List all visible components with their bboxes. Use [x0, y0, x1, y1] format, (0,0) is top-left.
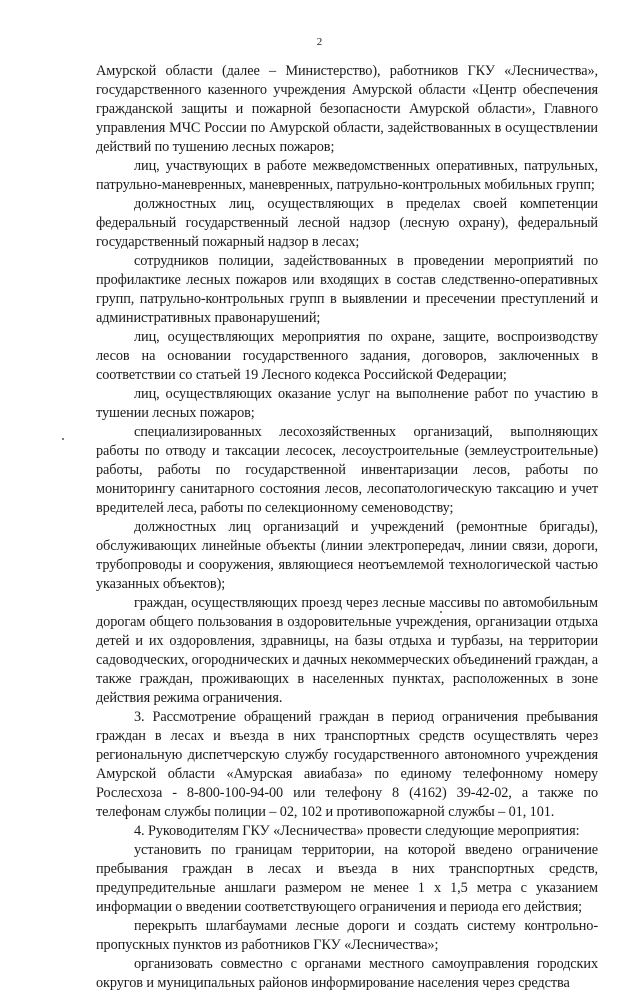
paragraph-firefighting-services: лиц, осуществляющих оказание услуг на выполнение работ по участию в тушении лесных пожаров; — [96, 386, 598, 421]
paragraph-operational-groups: лиц, участвующих в работе межведомственных оперативных, патрульных, патрульно-маневренных, маневренных, патрульно-контрольных мобильных групп; — [96, 158, 598, 193]
paragraph-citizens-passage: граждан, осуществляющих проезд через лесные массивы по автомобильным дорогам общего пользования в оздоровительные учреждения, организации отдыха детей и их оздоровления, здравницы, на базы отдыха и турбазы, на территории садоводческих, огороднических и дачных некоммерческих объединений граждан, а также граждан, проживающих в населенных пунктах, расположенных в зоне действия режима ограничения. — [96, 595, 598, 706]
document-body — [96, 62, 598, 993]
paragraph-barriers-checkpoints: перекрыть шлагбаумами лесные дороги и создать систему контрольно-пропускных пунктов из работников ГКУ «Лесничества»; — [96, 918, 598, 953]
scan-speck — [440, 611, 442, 613]
page-number: 2 — [316, 36, 323, 48]
paragraph-inform-population: организовать совместно с органами местного самоуправления городских округов и муниципальных районов информирование населения через средства — [96, 956, 598, 991]
paragraph-linear-objects: должностных лиц организаций и учреждений (ремонтные бригады), обслуживающих линейные объекты (линии электропередач, линии связи, дороги, трубопроводы и сооружения, являющиеся неотъемлемой технологической частью указанных объектов); — [96, 519, 598, 592]
paragraph-item-3-appeals: 3. Рассмотрение обращений граждан в период ограничения пребывания граждан в лесах и въезда в них транспортных средств осуществлять через региональную диспетчерскую службу государственного автономного учреждения Амурской области «Амурская авиабаза» по единому телефонному номеру Рослесхоза - 8-800-100-94-00 или телефону 8 (4162) 39-42-02, а также по телефонам службы полиции – 02, 102 и противопожарной службы – 01, 101. — [96, 709, 598, 820]
scan-speck — [62, 438, 64, 440]
paragraph-continuation-ministry: Амурской области (далее – Министерство), работников ГКУ «Лесничества», государственного казенного учреждения Амурской области «Центр обеспечения гражданской защиты и пожарной безопасности Амурской области», Главного управления МЧС России по Амурской области, задействованных в осуществлении действий по тушению лесных пожаров; — [96, 63, 598, 155]
paragraph-forest-protection: лиц, осуществляющих мероприятия по охране, защите, воспроизводству лесов на основании государственного задания, договоров, заключенных в соответствии со статьей 19 Лесного кодекса Российской Федерации; — [96, 329, 598, 383]
paragraph-warning-signs: установить по границам территории, на которой введено ограничение пребывания граждан в лесах и въезда в них транспортных средств, предупредительные аншлаги размером не менее 1 х 1,5 метра с указанием информации о введении соответствующего ограничения и периода его действия; — [96, 842, 598, 915]
paragraph-forestry-organizations: специализированных лесохозяйственных организаций, выполняющих работы по отводу и таксации лесосек, лесоустроительные (землеустроительные) работы, работы по государственной инвентаризации лесов, работы по мониторингу санитарного состояния лесов, лесопатологическую таксацию и учет вредителей леса, работы по селекционному семеноводству; — [96, 424, 598, 516]
paragraph-police-officers: сотрудников полиции, задействованных в проведении мероприятий по профилактике лесных пожаров или входящих в состав следственно-оперативных групп, патрульно-контрольных групп в выявлении и пресечении преступлений и административных правонарушений; — [96, 253, 598, 326]
paragraph-item-4-heading: 4. Руководителям ГКУ «Лесничества» провести следующие мероприятия: — [134, 823, 580, 839]
paragraph-officials-supervision: должностных лиц, осуществляющих в пределах своей компетенции федеральный государственный лесной надзор (лесную охрану), федеральный государственный пожарный надзор в лесах; — [96, 196, 598, 250]
